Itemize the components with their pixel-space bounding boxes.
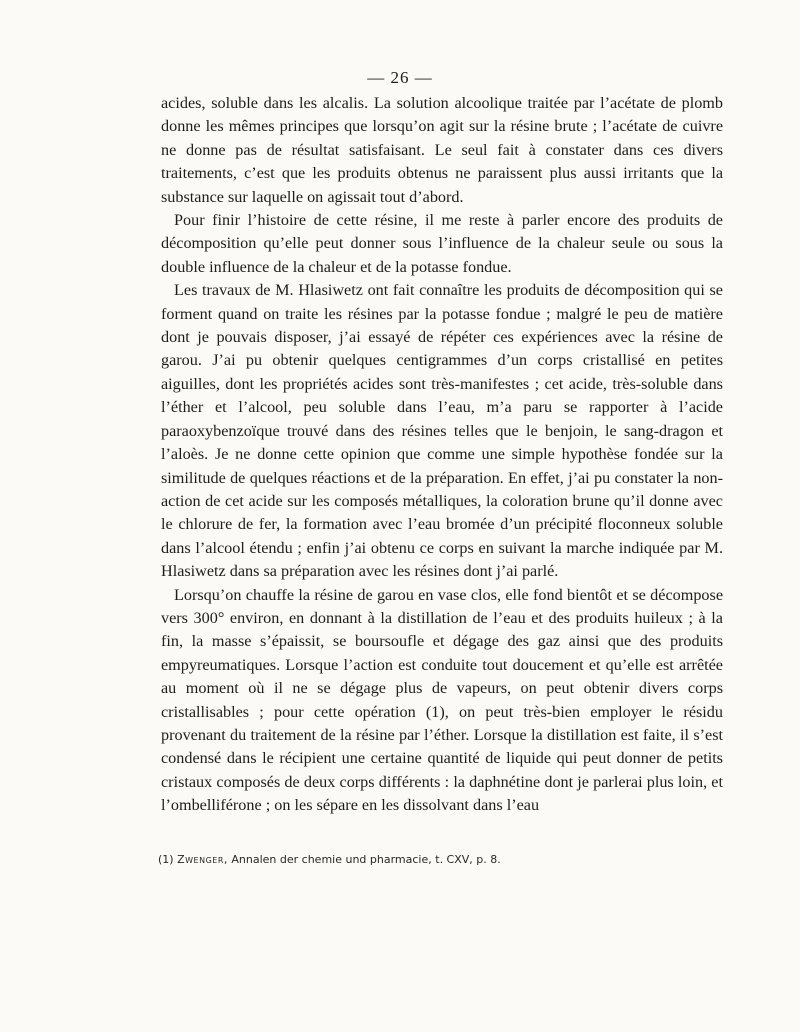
paragraph-2: Pour finir l’histoire de cette résine, il me reste à parler encore des produits de décomposition qu’elle peut donner sous l’influence de la chaleur seule ou sous la double influence de la chaleur et de la potasse fondue. (161, 211, 723, 276)
paragraph-3: Les travaux de M. Hlasiwetz ont fait connaître les produits de décomposition qui se forment quand on traite les résines par la potasse fondue ; malgré le peu de matière dont je pouvais disposer, j’ai essayé de répéter ces expériences avec la résine de garou. J’ai pu obtenir quelques centigrammes d’un corps cristallisé en petites aiguilles, dont les propriétés acides sont très-manifestes ; cet acide, très-soluble dans l’éther et l’alcool, peu soluble dans l’eau, m’a paru se rapporter à l’acide paraoxybenzoïque trouvé dans des résines telles que le benjoin, le sang-dragon et l’aloès. Je ne donne cette opinion que comme une simple hypothèse fondée sur la similitude de quelques réactions et de la préparation. En effet, j’ai pu constater la non-action de cet acide sur les composés métalliques, la coloration brune qu’il donne avec le chlorure de fer, la formation avec l’eau bromée d’un précipité floconneux soluble dans l’alcool étendu ; enfin j’ai obtenu ce corps en suivant la marche indiquée par M. Hlasiwetz dans sa préparation avec les résines dont j’ai parlé. (161, 281, 723, 581)
body-text (161, 92, 723, 818)
paragraph-1: acides, soluble dans les alcalis. La solution alcoolique traitée par l’acétate de plomb donne les mêmes principes que lorsqu’on agit sur la résine brute ; l’acétate de cuivre ne donne pas de résultat satisfaisant. Le seul fait à constater dans ces divers traitements, c’est que les produits obtenus ne paraissent plus aussi irritants que la substance sur laquelle on agissait tout d’abord. (161, 94, 723, 206)
paragraph-4: Lorsqu’on chauffe la résine de garou en vase clos, elle fond bientôt et se décompose vers 300° environ, en donnant à la distillation de l’eau et des produits huileux ; à la fin, la masse s’épaissit, se boursoufle et dégage des gaz ainsi que des produits empyreumatiques. Lorsque l’action est conduite tout doucement et qu’elle est arrêtée au moment où il ne se dégage plus de vapeurs, on peut obtenir divers corps cristallisables ; pour cette opération (1), on peut très-bien employer le résidu provenant du traitement de la résine par l’éther. Lorsque la distillation est faite, il s’est condensé dans le récipient une certaine quantité de liquide qui peut donner de petits cristaux composés de deux corps différents : la daphnétine dont je parlerai plus loin, et l’ombelliférone ; on les sépare en les dissolvant dans l’eau (161, 585, 723, 815)
footnote-text: Annalen der chemie und pharmacie, t. CXV, p. 8. (231, 853, 501, 866)
footnote (158, 853, 723, 867)
footnote-author: Zwenger, (177, 853, 228, 866)
footnote-marker: (1) (158, 853, 174, 866)
page-number: — 26 — (367, 68, 433, 87)
